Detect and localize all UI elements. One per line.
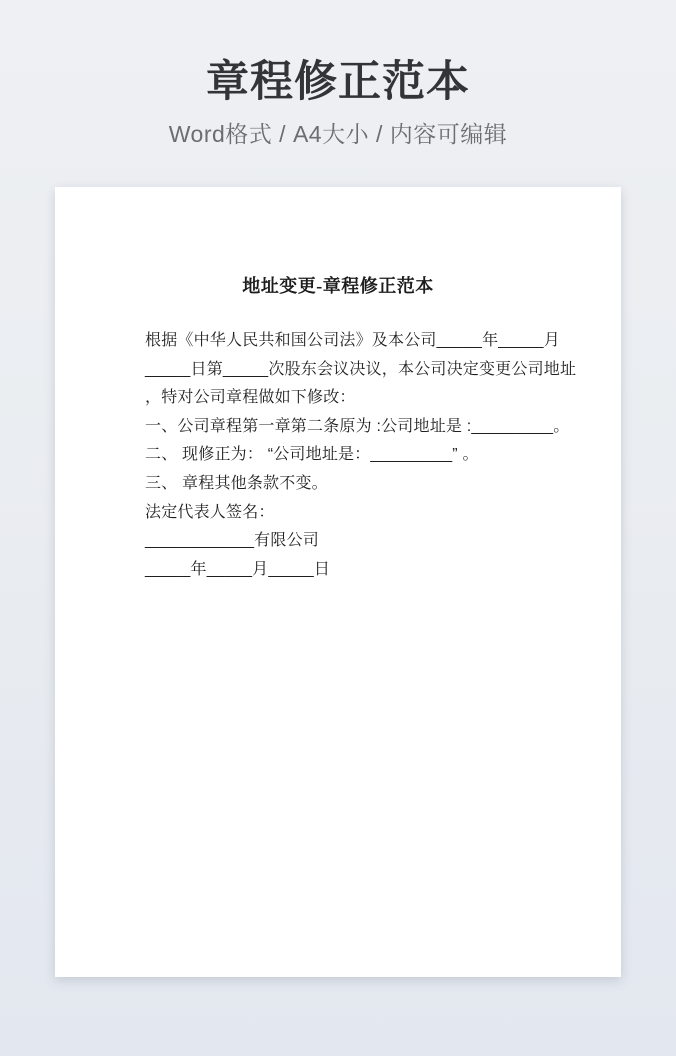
document-body: [145, 327, 577, 584]
document-line: ，特对公司章程做如下修改：: [145, 389, 356, 407]
document-line: 根据《中华人民共和国公司法》及本公司_____年_____月: [145, 332, 560, 349]
document-line: ____________有限公司: [145, 532, 319, 550]
document-title: 地址变更-章程修正范本: [242, 276, 434, 296]
document-line: _____日第_____次股东会议决议，本公司决定变更公司地址: [145, 360, 577, 378]
document-line: 二、 现修正为： “公司地址是：_________” 。: [145, 446, 479, 464]
document-line: 三、 章程其他条款不变。: [145, 474, 328, 492]
document-line: 一、公司章程第一章第二条原为 :公司地址是 :_________。: [145, 417, 570, 435]
promo-header: [0, 0, 676, 187]
document-page: [55, 187, 621, 977]
document-line: _____年_____月_____日: [145, 560, 331, 578]
page-subtitle: Word格式 / A4大小 / 内容可编辑: [168, 121, 508, 147]
document-line: 法定代表人签名：: [145, 503, 275, 521]
page-title: 章程修正范本: [206, 58, 470, 106]
